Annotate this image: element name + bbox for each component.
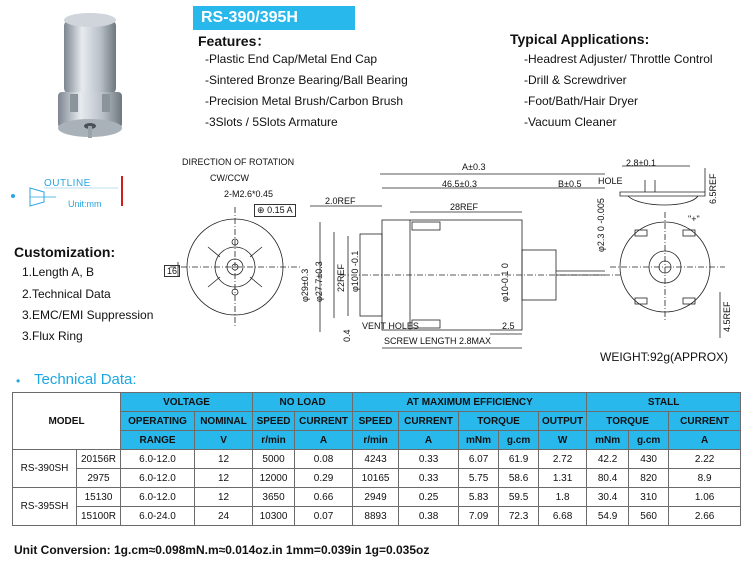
me-output-cell: 1.31 — [539, 469, 587, 488]
unit-rmin: r/min — [353, 431, 399, 450]
sub-nl-current: CURRENT — [295, 412, 353, 431]
me-gcm-cell: 72.3 — [499, 507, 539, 526]
feature-item: -Plastic End Cap/Metal End Cap — [205, 52, 378, 66]
unit-a: A — [669, 431, 741, 450]
feature-item: -Precision Metal Brush/Carbon Brush — [205, 94, 404, 108]
feature-item: -3Slots / 5Slots Armature — [205, 115, 338, 129]
model-header: MODEL — [13, 393, 121, 450]
screw-spec-label: 2-M2.6*0.45 — [224, 189, 274, 199]
st-gcm-cell: 430 — [629, 450, 669, 469]
table-subheader-row — [13, 412, 741, 431]
me-current-cell: 0.25 — [399, 488, 459, 507]
me-speed-cell: 8893 — [353, 507, 399, 526]
sub-st-current: CURRENT — [669, 412, 741, 431]
outline-drawing — [150, 152, 750, 372]
plus-label: "+" — [688, 214, 700, 224]
variant-cell: 15130 — [77, 488, 121, 507]
me-speed-cell: 2949 — [353, 488, 399, 507]
st-mnm-cell: 54.9 — [587, 507, 629, 526]
sub-st-torque: TORQUE — [587, 412, 669, 431]
group-voltage: VOLTAGE — [121, 393, 253, 412]
features-list — [205, 49, 408, 133]
nl-speed-cell: 10300 — [253, 507, 295, 526]
nl-current-cell: 0.29 — [295, 469, 353, 488]
me-mnm-cell: 5.75 — [459, 469, 499, 488]
st-current-cell: 2.66 — [669, 507, 741, 526]
unit-mnm: mNm — [459, 431, 499, 450]
variant-cell: 2975 — [77, 469, 121, 488]
range-cell: 6.0-12.0 — [121, 488, 195, 507]
tolerance-symbol: ⊕ — [257, 205, 265, 215]
table-row — [13, 469, 741, 488]
applications-list — [524, 49, 713, 133]
me-gcm-cell: 59.5 — [499, 488, 539, 507]
tolerance-value: 0.15 — [267, 205, 285, 215]
dim-22ref: 22REF — [336, 263, 346, 292]
st-gcm-cell: 310 — [629, 488, 669, 507]
me-speed-cell: 4243 — [353, 450, 399, 469]
application-item: -Foot/Bath/Hair Dryer — [524, 94, 639, 108]
unit-range: RANGE — [121, 431, 195, 450]
me-current-cell: 0.33 — [399, 450, 459, 469]
model-cell: RS-390SH — [13, 450, 77, 488]
dim-b: B±0.5 — [558, 179, 582, 189]
table-group-row — [13, 393, 741, 412]
range-cell: 6.0-12.0 — [121, 450, 195, 469]
sub-nl-speed: SPEED — [253, 412, 295, 431]
me-output-cell: 1.8 — [539, 488, 587, 507]
dim-shaft: φ2.3 0 -0.005 — [596, 198, 606, 252]
unit-gcm: g.cm — [629, 431, 669, 450]
st-mnm-cell: 80.4 — [587, 469, 629, 488]
customization-item: 2.Technical Data — [22, 287, 111, 301]
dim-4-5ref: 4.5REF — [722, 301, 732, 332]
unit-mnm: mNm — [587, 431, 629, 450]
group-stall: STALL — [587, 393, 741, 412]
unit-v: V — [195, 431, 253, 450]
unit-w: W — [539, 431, 587, 450]
customization-heading: Customization: — [14, 244, 116, 260]
dim-0-4: 0.4 — [342, 329, 352, 342]
motor-photo — [40, 10, 130, 140]
unit-label: Unit:mm — [68, 199, 102, 209]
nl-speed-cell: 12000 — [253, 469, 295, 488]
nl-current-cell: 0.08 — [295, 450, 353, 469]
st-current-cell: 8.9 — [669, 469, 741, 488]
dim-10: φ10 0 -0.1 — [350, 250, 360, 292]
application-item: -Headrest Adjuster/ Throttle Control — [524, 52, 713, 66]
me-mnm-cell: 7.09 — [459, 507, 499, 526]
me-current-cell: 0.33 — [399, 469, 459, 488]
application-item: -Vacuum Cleaner — [524, 115, 617, 129]
tolerance-frame — [254, 204, 296, 217]
unit-conversion: Unit Conversion: 1g.cm≈0.098mN.m≈0.014oz.in 1mm=0.039in 1g=0.035oz — [14, 543, 430, 557]
sub-operating: OPERATING — [121, 412, 195, 431]
rotation-direction-label: DIRECTION OF ROTATION — [182, 157, 295, 167]
dim-2-5: 2.5 — [502, 321, 515, 331]
dim-27-7: φ27.7±0.3 — [314, 261, 324, 302]
nominal-cell: 12 — [195, 450, 253, 469]
applications-heading: Typical Applications: — [510, 31, 650, 47]
range-cell: 6.0-24.0 — [121, 507, 195, 526]
unit-a: A — [399, 431, 459, 450]
variant-cell: 20156R — [77, 450, 121, 469]
spec-table — [12, 392, 741, 526]
dim-a: A±0.3 — [462, 162, 486, 172]
tech-data-title: Technical Data: — [34, 371, 137, 388]
group-no-load: NO LOAD — [253, 393, 353, 412]
dim-10b: φ10-0.1 0 — [500, 263, 510, 302]
sub-me-current: CURRENT — [399, 412, 459, 431]
customization-item: 3.Flux Ring — [22, 329, 83, 343]
me-mnm-cell: 6.07 — [459, 450, 499, 469]
table-row — [13, 450, 741, 469]
range-cell: 6.0-12.0 — [121, 469, 195, 488]
me-output-cell: 6.68 — [539, 507, 587, 526]
dim-2-8: 2.8±0.1 — [626, 158, 656, 168]
variant-cell: 15100R — [77, 507, 121, 526]
me-speed-cell: 10165 — [353, 469, 399, 488]
nominal-cell: 24 — [195, 507, 253, 526]
weight-label: WEIGHT:92g(APPROX) — [600, 350, 729, 364]
product-title: RS-390/395H — [193, 6, 355, 30]
sub-me-torque: TORQUE — [459, 412, 539, 431]
table-unit-row — [13, 431, 741, 450]
screw-length-label: SCREW LENGTH 2.8MAX — [384, 336, 492, 346]
dim-29: φ29±0.3 — [300, 268, 310, 302]
table-row — [13, 507, 741, 526]
st-current-cell: 2.22 — [669, 450, 741, 469]
nominal-cell: 12 — [195, 488, 253, 507]
unit-a: A — [295, 431, 353, 450]
st-gcm-cell: 820 — [629, 469, 669, 488]
model-cell: RS-395SH — [13, 488, 77, 526]
nominal-cell: 12 — [195, 469, 253, 488]
nl-current-cell: 0.66 — [295, 488, 353, 507]
dim-28ref: 28REF — [450, 202, 479, 212]
me-gcm-cell: 58.6 — [499, 469, 539, 488]
unit-rmin: r/min — [253, 431, 295, 450]
feature-item: -Sintered Bronze Bearing/Ball Bearing — [205, 73, 408, 87]
hole-label: HOLE — [598, 176, 623, 186]
tolerance-datum: A — [286, 205, 293, 215]
outline-badge-icon — [8, 170, 126, 212]
sub-nominal: NOMINAL — [195, 412, 253, 431]
outline-label: OUTLINE — [44, 178, 91, 189]
st-mnm-cell: 42.2 — [587, 450, 629, 469]
dim-6-5ref: 6.5REF — [708, 173, 718, 204]
dim-16: 16 — [164, 265, 180, 277]
me-output-cell: 2.72 — [539, 450, 587, 469]
nl-speed-cell: 5000 — [253, 450, 295, 469]
outline-divider — [121, 176, 123, 206]
st-current-cell: 1.06 — [669, 488, 741, 507]
sub-me-output: OUTPUT — [539, 412, 587, 431]
me-mnm-cell: 5.83 — [459, 488, 499, 507]
unit-gcm: g.cm — [499, 431, 539, 450]
sub-me-speed: SPEED — [353, 412, 399, 431]
table-row — [13, 488, 741, 507]
cw-ccw-label: CW/CCW — [210, 173, 249, 183]
tech-bullet: • — [16, 374, 21, 388]
vent-holes-label: VENT HOLES — [362, 321, 419, 331]
me-gcm-cell: 61.9 — [499, 450, 539, 469]
features-heading: Features： — [198, 33, 271, 49]
dim-46-5: 46.5±0.3 — [442, 179, 477, 189]
customization-item: 1.Length A, B — [22, 265, 95, 279]
nl-speed-cell: 3650 — [253, 488, 295, 507]
st-gcm-cell: 560 — [629, 507, 669, 526]
dim-2ref: 2.0REF — [325, 196, 356, 206]
st-mnm-cell: 30.4 — [587, 488, 629, 507]
group-max-efficiency: AT MAXIMUM EFFICIENCY — [353, 393, 587, 412]
application-item: -Drill & Screwdriver — [524, 73, 627, 87]
me-current-cell: 0.38 — [399, 507, 459, 526]
customization-item: 3.EMC/EMI Suppression — [22, 308, 154, 322]
nl-current-cell: 0.07 — [295, 507, 353, 526]
